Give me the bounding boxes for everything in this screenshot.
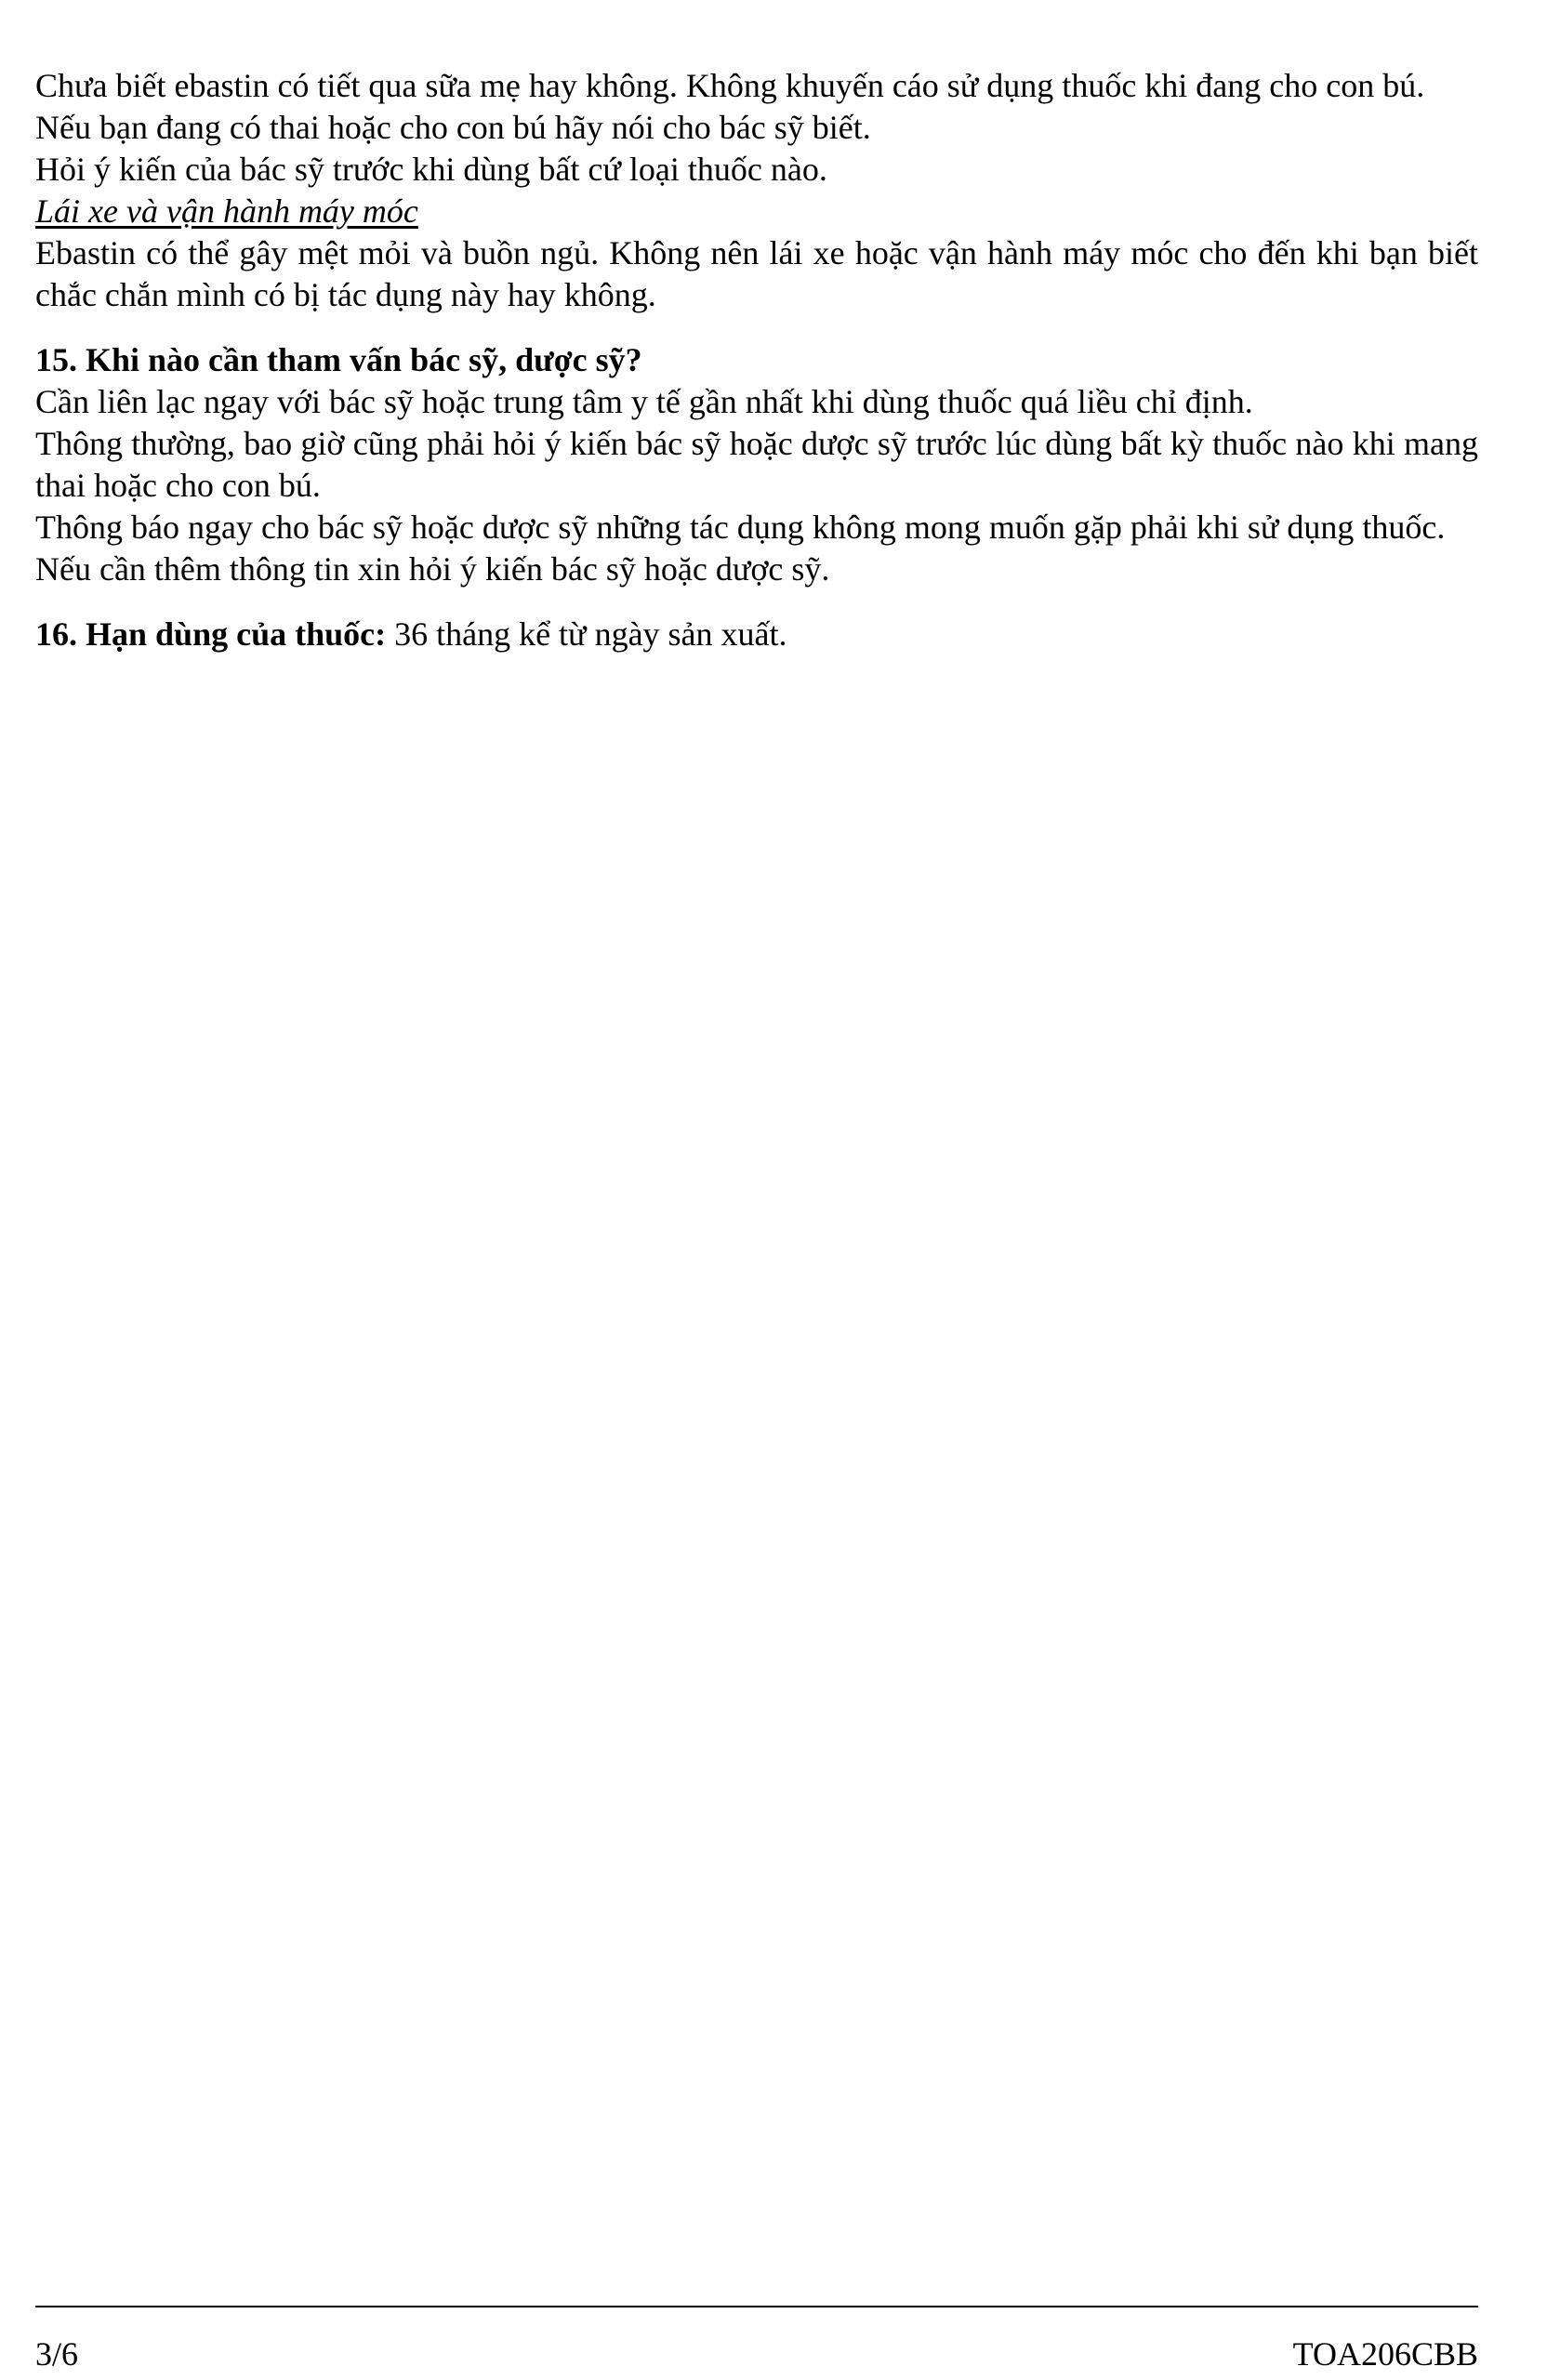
consult-doctor-paragraph: Hỏi ý kiến của bác sỹ trước khi dùng bất cứ loại thuốc nào. bbox=[35, 151, 827, 188]
section-15-paragraph: Cần liên lạc ngay với bác sỹ hoặc trung tâm y tế gần nhất khi dùng thuốc quá liều chỉ định. bbox=[35, 383, 1253, 420]
breastfeeding-paragraph: Chưa biết ebastin có tiết qua sữa mẹ hay không. Không khuyến cáo sử dụng thuốc khi đang cho con bú. bbox=[35, 67, 1425, 104]
document-body bbox=[35, 65, 1478, 655]
document-code: TOA206CBB bbox=[1292, 2335, 1478, 2373]
section-15-paragraph: Thông báo ngay cho bác sỹ hoặc dược sỹ những tác dụng không mong muốn gặp phải khi sử dụng thuốc. bbox=[35, 509, 1446, 546]
footer-divider bbox=[35, 2306, 1478, 2307]
section-15-paragraph: Nếu cần thêm thông tin xin hỏi ý kiến bác sỹ hoặc dược sỹ. bbox=[35, 550, 830, 588]
driving-subheading: Lái xe và vận hành máy móc bbox=[35, 192, 418, 230]
page-number: 3/6 bbox=[35, 2335, 79, 2373]
section-15-paragraph: Thông thường, bao giờ cũng phải hỏi ý kiến bác sỹ hoặc dược sỹ trước lúc dùng bất kỳ thuốc nào khi mang thai hoặc cho con bú. bbox=[35, 425, 1478, 504]
section-16-label: 16. Hạn dùng của thuốc: bbox=[35, 615, 387, 653]
section-16-value: 36 tháng kể từ ngày sản xuất. bbox=[386, 615, 787, 653]
pregnancy-notice-paragraph: Nếu bạn đang có thai hoặc cho con bú hãy nói cho bác sỹ biết. bbox=[35, 109, 871, 146]
driving-paragraph: Ebastin có thể gây mệt mỏi và buồn ngủ. Không nên lái xe hoặc vận hành máy móc cho đến khi bạn biết chắc chắn mình có bị tác dụng này hay không. bbox=[35, 234, 1478, 313]
section-15-heading: 15. Khi nào cần tham vấn bác sỹ, dược sỹ? bbox=[35, 341, 642, 378]
section-16-expiry bbox=[35, 614, 1478, 655]
